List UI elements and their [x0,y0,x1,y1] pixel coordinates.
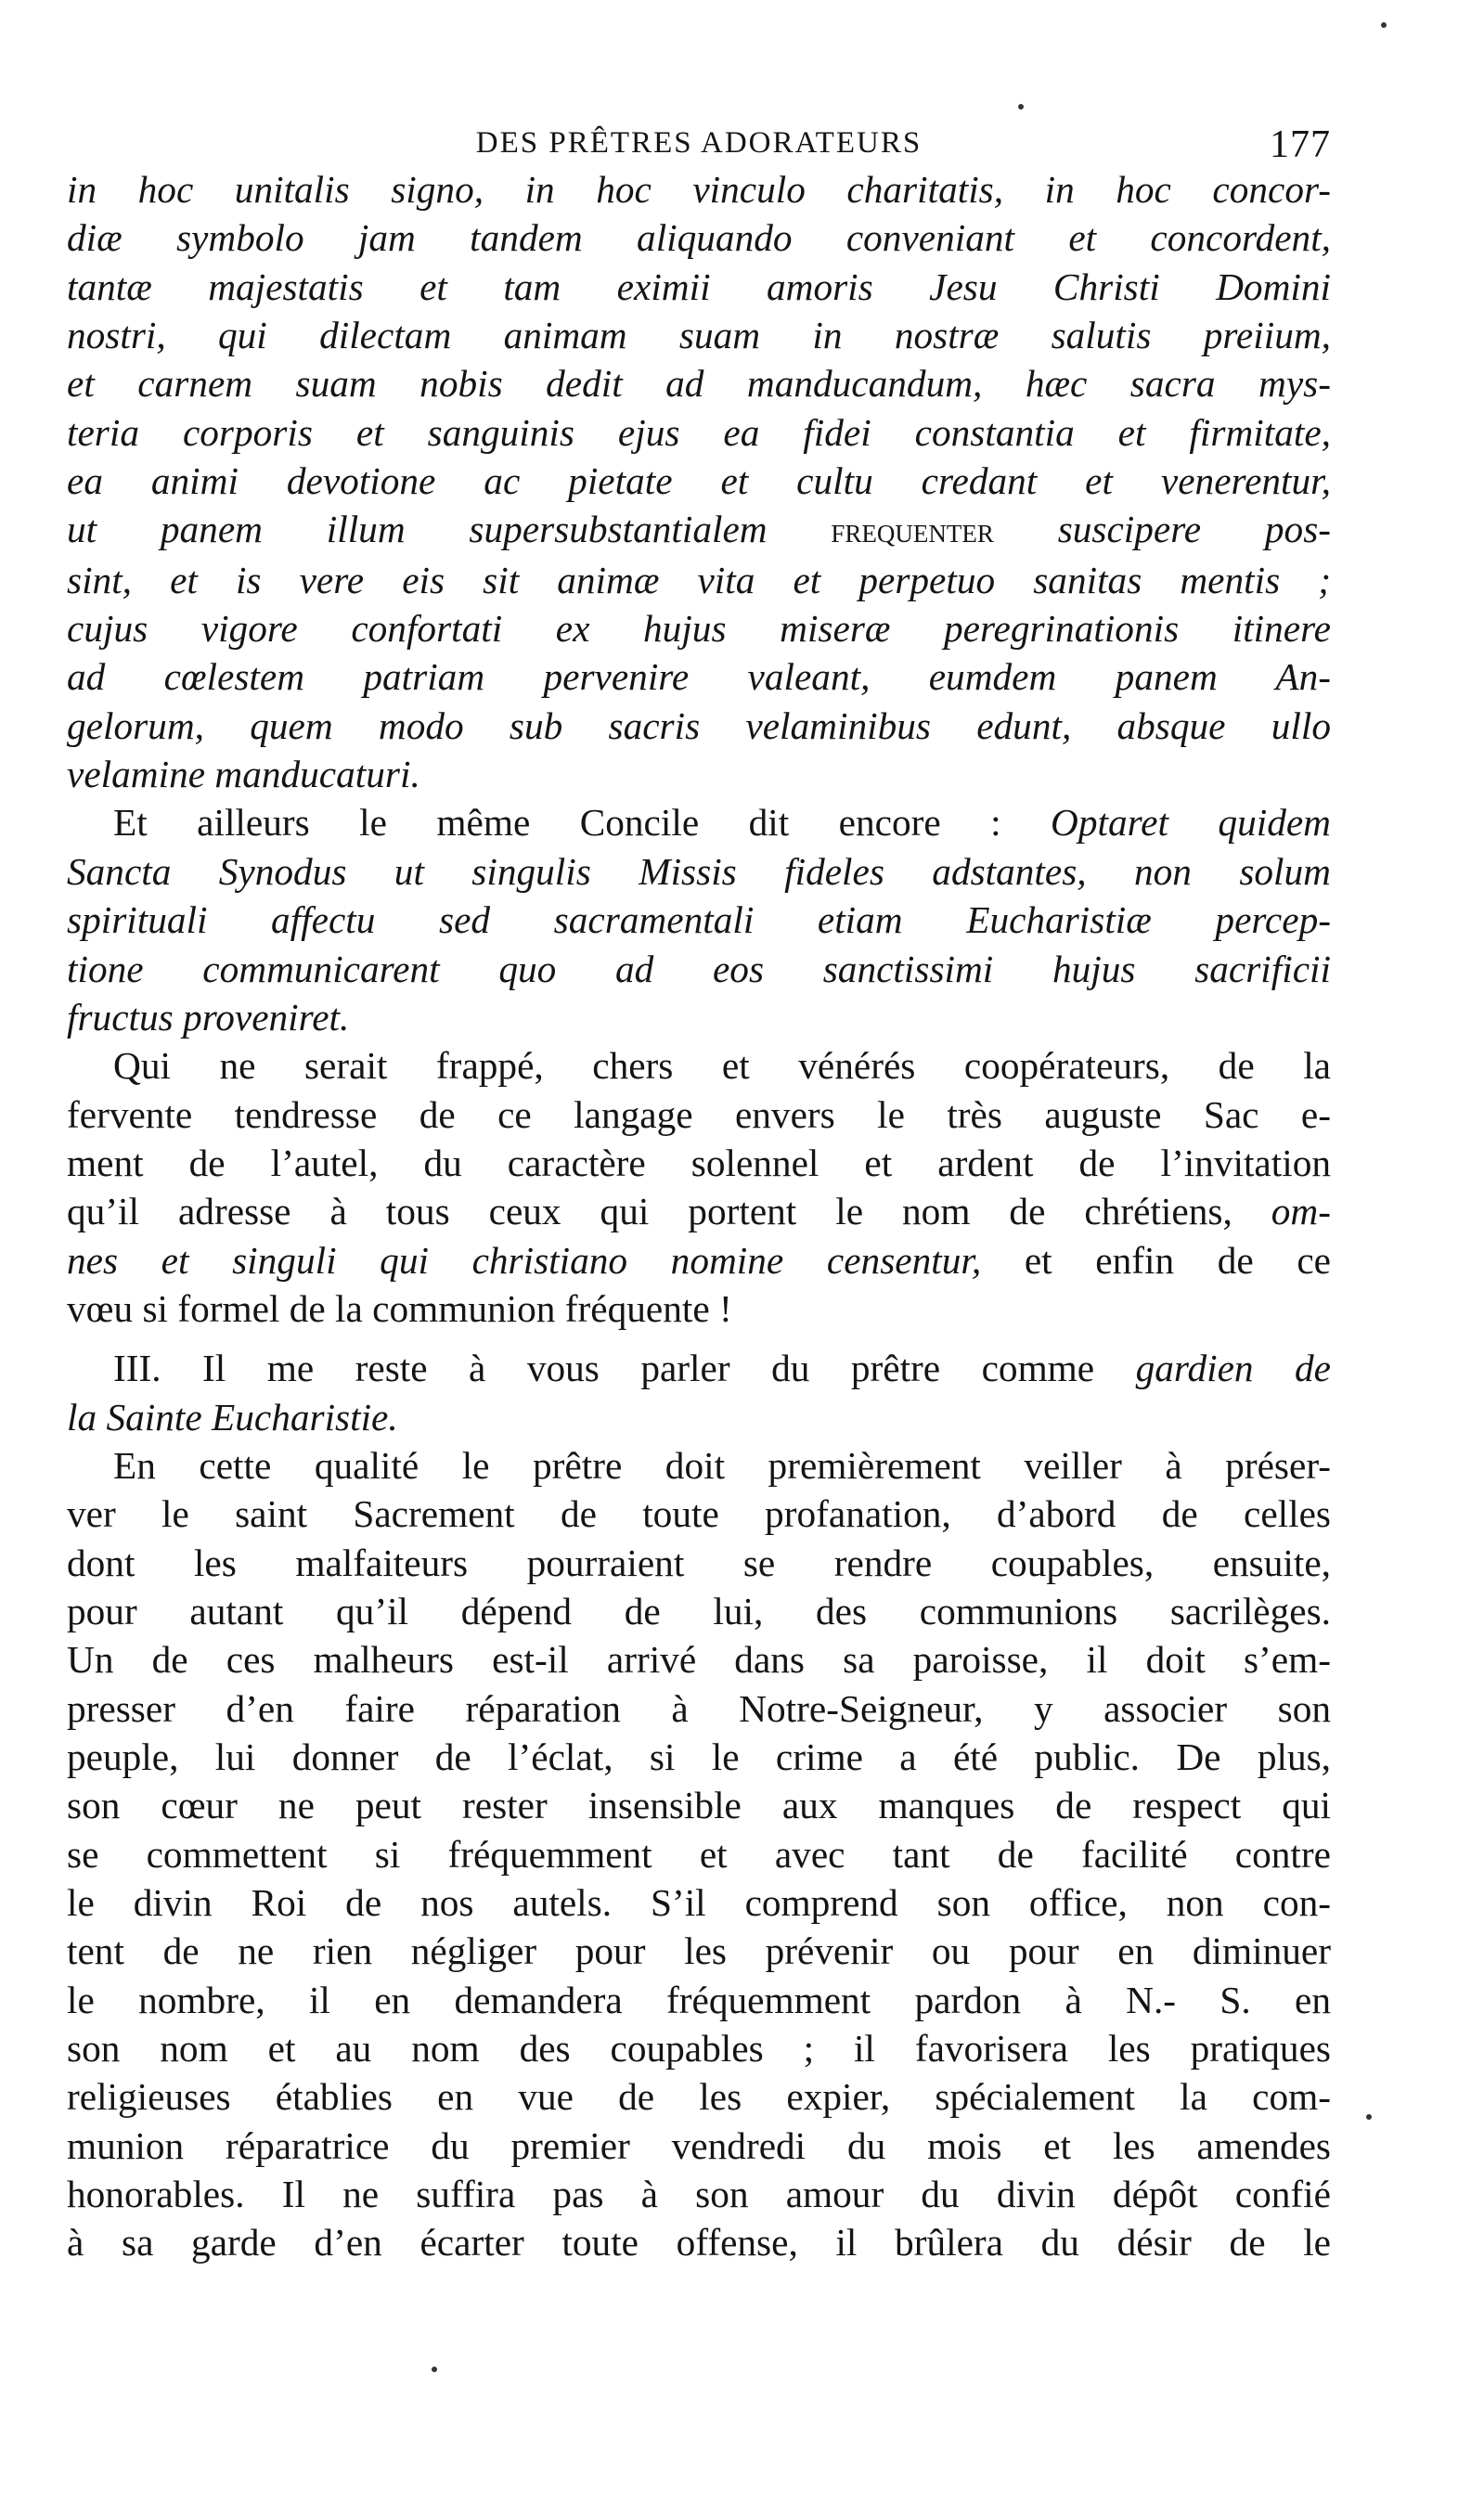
latin-text: et carnem suam nobis dedit ad manducandum, hæc sacra mys- [67,362,1331,406]
text-line [67,750,1331,798]
french-text: religieuses établies en vue de les expier, spécialement la com- [67,2075,1331,2119]
latin-text: ea animi devotione ac pietate et cultu credant et venerentur, [67,459,1331,503]
latin-text: Optaret quidem [1051,801,1331,845]
french-text: se commettent si fréquemment et avec tant de facilité contre [67,1832,1331,1876]
body-text [67,165,1331,2267]
french-text: le divin Roi de nos autels. S’il comprend son office, non con- [67,1881,1331,1925]
text-line [67,1393,1331,1441]
text-line [67,847,1331,896]
scan-speck [432,2367,437,2372]
small-caps-word: frequenter [831,511,994,551]
text-line [67,702,1331,750]
latin-text: sint, et is vere eis sit animæ vita et perpetuo sanitas mentis ; [67,558,1331,601]
latin-text: tantæ majestatis et tam eximii amoris Jesu Christi Domini [67,265,1331,308]
text-line [67,1187,1331,1235]
french-text: le nombre, il en demandera fréquemment pardon à N.- S. en [67,1978,1331,2021]
french-text: son cœur ne peut rester insensible aux manques de respect qui [67,1784,1331,1827]
text-line [67,263,1331,311]
french-text: En cette qualité le prêtre doit premièrement veiller à préser- [113,1443,1331,1487]
text-line [67,1490,1331,1538]
section-gap [67,1333,1331,1344]
text-line [67,1635,1331,1684]
text-line [67,1284,1331,1333]
text-line [67,1733,1331,1781]
text-line [67,2170,1331,2218]
latin-text: teria corporis et sanguinis ejus ea fidei constantia et firmitate, [67,410,1331,454]
french-text: et enfin de ce [1024,1238,1332,1282]
page-number: 177 [1270,123,1331,166]
french-text: son nom et au nom des coupables ; il favorisera les pratiques [67,2027,1331,2071]
french-text: pour autant qu’il dépend de lui, des communions sacrilèges. [67,1589,1331,1632]
french-text: Qui ne serait frappé, chers et vénérés coopérateurs, de la [113,1044,1331,1088]
latin-quotation-paragraph [67,165,1331,798]
council-paragraph [67,798,1331,1041]
text-line [67,652,1331,701]
text-line [67,2218,1331,2266]
text-line [67,165,1331,213]
latin-text: nes et singuli qui christiano nomine censentur, [67,1238,982,1282]
french-text: à sa garde d’en écarter toute offense, il brûlera du désir de le [67,2221,1331,2264]
latin-text: in hoc unitalis signo, in hoc vinculo charitatis, in hoc concor- [67,168,1331,211]
emphasis-text: la Sainte Eucharistie. [67,1395,398,1439]
text-line [67,1139,1331,1187]
text-line [67,213,1331,262]
guardian-paragraph [67,1441,1331,2267]
french-text: presser d’en faire réparation à Notre-Seigneur, y associer son [67,1686,1331,1730]
latin-text: nostri, qui dilectam animam suam in nostræ salutis preiium, [67,314,1331,357]
text-line [67,896,1331,944]
scan-speck [1018,104,1024,110]
text-line [67,311,1331,359]
text-line [67,1539,1331,1587]
emphasis-text: gardien de [1135,1347,1331,1390]
text-line [67,1344,1331,1392]
text-line [67,1041,1331,1090]
text-line [67,1236,1331,1284]
running-title: DES PRÊTRES ADORATEURS [475,126,923,160]
french-text: tent de ne rien négliger pour les prévenir ou pour en diminuer [67,1929,1331,1973]
french-text: ment de l’autel, du caractère solennel et ardent de l’invitation [67,1141,1331,1184]
text-line [67,1441,1331,1490]
text-line [67,1684,1331,1733]
scan-speck [1366,2114,1372,2120]
text-line [67,1830,1331,1878]
text-line [67,1587,1331,1635]
text-line [67,993,1331,1041]
latin-text: spirituali affectu sed sacramentali etiam Eucharistiæ percep- [67,898,1331,942]
french-text: peuple, lui donner de l’éclat, si le crime a été public. De plus, [67,1735,1331,1778]
text-line [67,1878,1331,1927]
latin-text: velamine manducaturi. [67,753,420,796]
text-line [67,1090,1331,1139]
text-line [67,505,1331,555]
french-text: Et ailleurs le même Concile dit encore : [113,801,1001,845]
text-line [67,1927,1331,1975]
french-text: qu’il adresse à tous ceux qui portent le nom de chrétiens, [67,1190,1232,1233]
text-line [67,2024,1331,2072]
latin-text: diæ symbolo jam tandem aliquando conveniant et concordent, [67,216,1331,260]
scan-speck [1381,22,1387,28]
latin-text: om- [1271,1190,1331,1233]
french-text: honorables. Il ne suffira pas à son amour du divin dépôt confié [67,2173,1331,2216]
text-line [67,2072,1331,2121]
latin-text: Sancta Synodus ut singulis Missis fideles adstantes, non solum [67,849,1331,893]
french-text: dont les malfaiteurs pourraient se rendre coupables, ensuite, [67,1541,1331,1584]
text-line [67,408,1331,457]
section-three-paragraph [67,1344,1331,1441]
french-text: fervente tendresse de ce langage envers le très auguste Sac e- [67,1092,1331,1136]
text-line [67,945,1331,993]
latin-text: ut panem illum supersubstantialem [67,508,768,551]
latin-text: ad cœlestem patriam pervenire valeant, eumdem panem An- [67,655,1331,699]
text-line [67,556,1331,604]
latin-text: tione communicarent quo ad eos sanctissimi hujus sacrificii [67,947,1331,990]
french-text: III. Il me reste à vous parler du prêtre comme [113,1347,1095,1390]
latin-text: cujus vigore confortati ex hujus miseræ peregrinationis itinere [67,607,1331,651]
french-text: ver le saint Sacrement de toute profanation, d’abord de celles [67,1492,1331,1536]
latin-text: fructus proveniret. [67,995,350,1039]
text-line [67,1781,1331,1829]
french-text: Un de ces malheurs est-il arrivé dans sa paroisse, il doit s’em- [67,1638,1331,1682]
text-line [67,457,1331,505]
book-page [67,110,1331,2267]
french-text: munion réparatrice du premier vendredi du mois et les amendes [67,2123,1331,2167]
text-line [67,604,1331,652]
text-line [67,359,1331,407]
text-line [67,798,1331,846]
commentary-paragraph [67,1041,1331,1333]
french-text: vœu si formel de la communion fréquente ! [67,1286,732,1330]
text-line [67,1976,1331,2024]
text-line [67,2122,1331,2170]
running-header [67,110,1331,165]
latin-text: suscipere pos- [1057,508,1332,551]
latin-text: gelorum, quem modo sub sacris velaminibus edunt, absque ullo [67,703,1331,747]
